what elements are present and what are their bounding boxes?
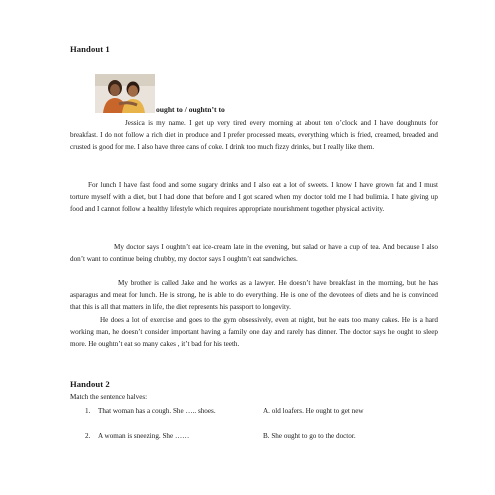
paragraph-jessica-lunch: For lunch I have fast food and some sugary drinks and I also eat a lot of sweets. I know I have grown fat and I must torture myself with a diet, but I had done that before and I got scared when my doctor told me I had bulimia. I hate giving up food and I cannot follow a healthy lifestyle which requires appropriate nourishment together physical activity.: [70, 181, 438, 214]
match-item-left-half: That woman has a cough. She ….. shoes.: [98, 407, 216, 415]
handout-2-heading: Handout 2: [70, 379, 110, 389]
photo-of-two-people-icon: [95, 74, 155, 113]
match-item-right-half: A. old loafers. He ought to get new: [263, 407, 364, 415]
match-instruction: Match the sentence halves:: [70, 393, 148, 401]
match-item-number: 2.: [85, 432, 91, 440]
match-item-number: 1.: [85, 407, 91, 415]
match-item-2: [0, 430, 495, 444]
paragraph-jessica-breakfast: Jessica is my name. I get up very tired every morning at about ten o’clock and I have doughnuts for breakfast. I do not follow a rich diet in produce and I prefer processed meats, everything which is fried, creamed, breaded and crusted is good for me. I also have three cans of coke. I drink too much fizzy drinks, but I really like them.: [70, 119, 438, 152]
match-item-left-half: A woman is sneezing. She ……: [98, 432, 190, 440]
paragraph-doctor-advice: My doctor says I oughtn’t eat ice-cream late in the evening, but salad or have a cup of tea. And because I also don’t want to continue being chubby, my doctor says I oughtn’t eat sandwiches.: [70, 243, 438, 264]
grammar-topic-title: ought to / oughtn’t to: [156, 105, 225, 114]
paragraph-jake-diet: My brother is called Jake and he works as a lawyer. He doesn’t have breakfast in the morning, but he has asparagus and meat for lunch. He is strong, he is able to do everything. He is one of the devotees of diets and he is convinced that this is all that matters in life, the diet represents his passport to longevity.: [70, 279, 438, 312]
paragraph-jake-exercise: He does a lot of exercise and goes to the gym obsessively, even at night, but he eats too many cakes. He is a hard working man, he doesn’t consider important having a family one day and rarely has dinner. The doctor says he ought to sleep more. He oughtn’t eat so many cakes , it’t bad for his teeth.: [70, 316, 438, 349]
handout-1-heading: Handout 1: [70, 44, 110, 54]
match-item-right-half: B. She ought to go to the doctor.: [263, 432, 356, 440]
match-item-1: [0, 405, 495, 431]
